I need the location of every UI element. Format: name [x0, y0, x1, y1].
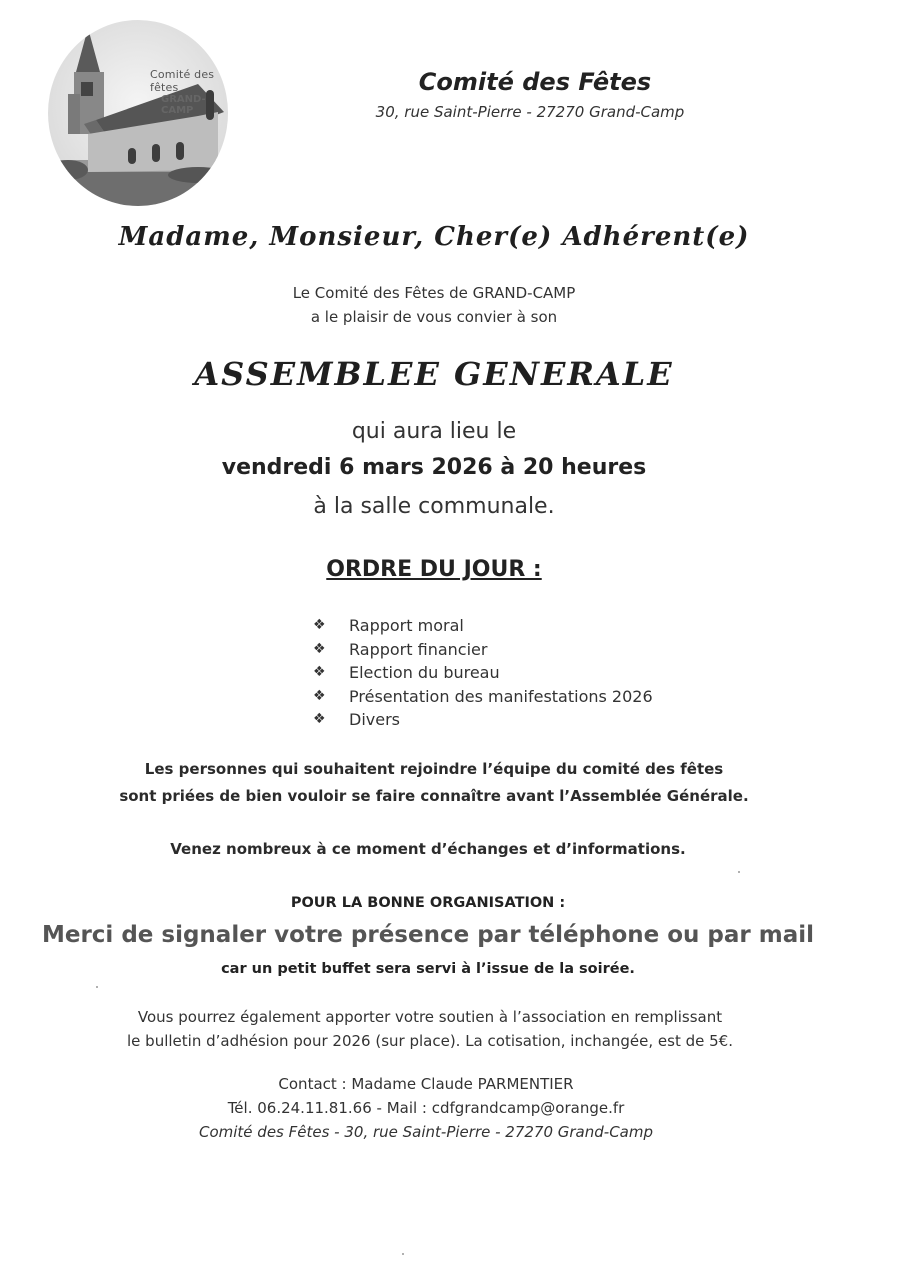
event-place: à la salle communale. — [313, 494, 555, 519]
church-logo — [48, 20, 228, 206]
support-line2: le bulletin d’adhésion pour 2026 (sur place). La cotisation, inchangée, est de 5€. — [127, 1032, 733, 1050]
logo-text-line2: GRAND-CAMP — [161, 94, 206, 116]
agenda-item — [313, 685, 653, 709]
assembly-title: ASSEMBLEE GENERALE — [194, 355, 674, 393]
signal-presence-line: Merci de signaler votre présence par téléphone ou par mail — [41, 922, 815, 948]
scan-speck — [738, 871, 740, 873]
scan-speck — [96, 986, 98, 988]
agenda-item-label: Rapport financier — [349, 639, 488, 659]
agenda-item — [313, 638, 653, 662]
salutation: Madame, Monsieur, Cher(e) Adhérent(e) — [118, 222, 750, 252]
support-line1: Vous pourrez également apporter votre soutien à l’association en remplissant — [137, 1008, 723, 1026]
event-lieu: qui aura lieu le — [351, 419, 517, 444]
contact-address: Comité des Fêtes - 30, rue Saint-Pierre - 27270 Grand-Camp — [198, 1123, 653, 1141]
diamond-bullet-icon: ❖ — [313, 711, 326, 727]
intro-line1: Le Comité des Fêtes de GRAND-CAMP — [292, 284, 576, 302]
header-address: 30, rue Saint-Pierre - 27270 Grand-Camp — [375, 103, 685, 121]
join-line1: Les personnes qui souhaitent rejoindre l’équipe du comité des fêtes — [144, 760, 724, 778]
agenda-list — [313, 614, 653, 732]
logo-text-line1: Comité des fêtes — [150, 68, 215, 94]
contact-phone-mail: Tél. 06.24.11.81.66 - Mail : cdfgrandcamp@orange.fr — [227, 1099, 625, 1117]
event-date: vendredi 6 mars 2026 à 20 heures — [221, 455, 647, 480]
diamond-bullet-icon: ❖ — [313, 640, 326, 657]
intro-line2: a le plaisir de vous convier à son — [310, 308, 558, 326]
agenda-item — [313, 614, 653, 638]
agenda-item-label: Présentation des manifestations 2026 — [349, 686, 653, 706]
agenda-title: ORDRE DU JOUR : — [326, 557, 542, 582]
agenda-item-label: Rapport moral — [349, 616, 464, 635]
join-line2: sont priées de bien vouloir se faire connaître avant l’Assemblée Générale. — [119, 787, 749, 805]
agenda-item-label: Divers — [349, 710, 400, 729]
diamond-bullet-icon: ❖ — [313, 687, 326, 704]
welcome-line: Venez nombreux à ce moment d’échanges et d’informations. — [170, 840, 686, 858]
header-title: Comité des Fêtes — [418, 68, 652, 96]
agenda-item — [313, 661, 653, 685]
buffet-line: car un petit buffet sera servi à l’issue de la soirée. — [221, 961, 635, 977]
contact-name: Contact : Madame Claude PARMENTIER — [278, 1075, 574, 1093]
scan-speck — [402, 1253, 404, 1255]
diamond-bullet-icon: ❖ — [313, 617, 326, 633]
diamond-bullet-icon: ❖ — [313, 664, 326, 680]
organisation-heading: POUR LA BONNE ORGANISATION : — [290, 895, 566, 911]
agenda-item — [313, 708, 653, 732]
agenda-item-label: Election du bureau — [349, 663, 500, 682]
